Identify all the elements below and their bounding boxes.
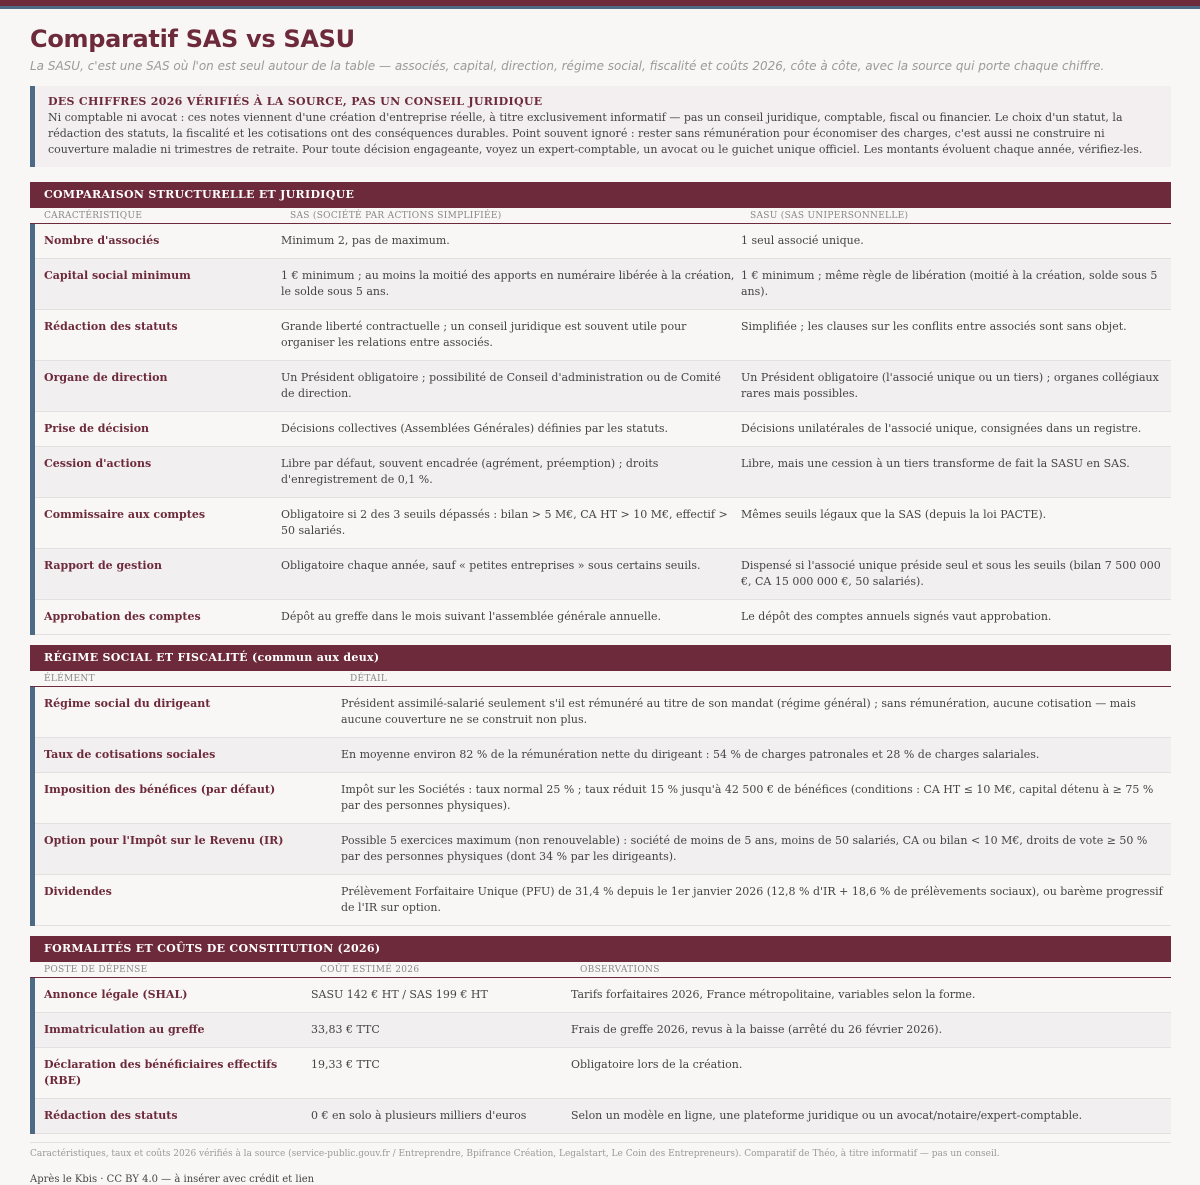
structure-section-title: COMPARAISON STRUCTURELLE ET JURIDIQUE (30, 182, 1171, 208)
table-cell: 1 seul associé unique. (741, 234, 864, 247)
table-cell: Dispensé si l'associé unique préside seul et sous les seuils (bilan 7 500 000 €, CA 15 000 000 €, 50 salariés). (741, 559, 1161, 588)
table-row (35, 978, 1171, 1013)
column-header-characteristic: CARACTÉRISTIQUE (44, 211, 143, 221)
table-cell: 19,33 € TTC (311, 1058, 380, 1071)
table-cell: Tarifs forfaitaires 2026, France métropolitaine, variables selon la forme. (571, 988, 976, 1001)
table-row (35, 549, 1171, 600)
column-header-cost: COÛT ESTIMÉ 2026 (320, 965, 420, 975)
table-cell: Rapport de gestion (44, 559, 162, 572)
table-cell: Possible 5 exercices maximum (non renouvelable) : société de moins de 5 ans, moins de 50 salariés, CA ou bilan < 10 M€, droits de vote ≥ 50 % par des personnes physiques (dont 34 % par les dirigeants). (341, 834, 1148, 863)
table-cell: Impôt sur les Sociétés : taux normal 25 % ; taux réduit 15 % jusqu'à 42 500 € de bénéfices (conditions : CA HT ≤ 10 M€, capital détenu à ≥ 75 % par des personnes physiques). (341, 783, 1154, 812)
column-header-expense: POSTE DE DÉPENSE (44, 965, 148, 975)
table-row (35, 259, 1171, 310)
table-cell: En moyenne environ 82 % de la rémunération nette du dirigeant : 54 % de charges patronales et 28 % de charges salariales. (341, 748, 1040, 761)
table-row (35, 412, 1171, 447)
column-header-detail: DÉTAIL (350, 674, 388, 684)
costs-column-headers (30, 962, 1171, 978)
table-cell: Rédaction des statuts (44, 1109, 178, 1122)
table-row (35, 773, 1171, 824)
column-header-sasu: SASU (SAS UNIPERSONNELLE) (750, 211, 909, 221)
top-accent-bar-secondary (0, 6, 1200, 9)
disclaimer-text: Ni comptable ni avocat : ces notes viennent d'une création d'entreprise réelle, à titre exclusivement informatif — pas un conseil juridique, comptable, fiscal ou financier. Le choix d'un statut, la rédaction des statuts, la fiscalité et les cotisations ont des conséquences durables. Point souvent ignoré : rester sans rémunération pour économiser des charges, c'est aussi ne construire ni couverture maladie ni trimestres de retraite. Pour toute décision engageante, voyez un expert-comptable, un avocat ou le guichet unique officiel. Les montants évoluent chaque année, vérifiez-les. (48, 111, 1143, 156)
costs-section (30, 936, 1171, 1134)
table-cell: 33,83 € TTC (311, 1023, 380, 1036)
table-cell: Approbation des comptes (44, 610, 201, 623)
table-row (35, 224, 1171, 259)
table-row (35, 498, 1171, 549)
table-cell: Option pour l'Impôt sur le Revenu (IR) (44, 834, 284, 847)
table-cell: Organe de direction (44, 371, 168, 384)
table-cell: Imposition des bénéfices (par défaut) (44, 783, 276, 796)
table-row (35, 310, 1171, 361)
table-row (35, 1013, 1171, 1048)
table-cell: Obligatoire chaque année, sauf « petites entreprises » sous certains seuils. (281, 559, 701, 572)
costs-section-title: FORMALITÉS ET COÛTS DE CONSTITUTION (2026) (30, 936, 1171, 962)
table-cell: Mêmes seuils légaux que la SAS (depuis la loi PACTE). (741, 508, 1047, 521)
table-cell: Un Président obligatoire (l'associé unique ou un tiers) ; organes collégiaux rares mais possibles. (741, 371, 1159, 400)
table-cell: Décisions collectives (Assemblées Générales) définies par les statuts. (281, 422, 669, 435)
table-cell: Dividendes (44, 885, 112, 898)
table-cell: Cession d'actions (44, 457, 152, 470)
table-cell: Selon un modèle en ligne, une plateforme juridique ou un avocat/notaire/expert-comptable. (571, 1109, 1083, 1122)
table-cell: Obligatoire si 2 des 3 seuils dépassés : bilan > 5 M€, CA HT > 10 M€, effectif > 50 salariés. (281, 508, 728, 537)
table-cell: Président assimilé-salarié seulement s'il est rémunéré au titre de son mandat (régime général) ; sans rémunération, aucune cotisation — mais aucune couverture ne se construit non plus. (341, 697, 1136, 726)
table-cell: Annonce légale (SHAL) (44, 988, 188, 1001)
table-row (35, 687, 1171, 738)
table-cell: Nombre d'associés (44, 234, 160, 247)
page-title: Comparatif SAS vs SASU (30, 25, 355, 53)
table-cell: Simplifiée ; les clauses sur les conflits entre associés sont sans objet. (741, 320, 1127, 333)
social-column-headers (30, 671, 1171, 687)
structure-column-headers (30, 208, 1171, 224)
table-cell: 1 € minimum ; au moins la moitié des apports en numéraire libérée à la création, le solde sous 5 ans. (281, 269, 735, 298)
costs-rows (30, 978, 1171, 1134)
credit-line: Après le Kbis · CC BY 4.0 — à insérer avec crédit et lien (30, 1174, 315, 1185)
social-section (30, 645, 1171, 926)
table-cell: Minimum 2, pas de maximum. (281, 234, 450, 247)
table-cell: 1 € minimum ; même règle de libération (moitié à la création, solde sous 5 ans). (741, 269, 1158, 298)
table-row (35, 824, 1171, 875)
social-rows (30, 687, 1171, 926)
page-content (0, 25, 1200, 1185)
social-section-title: RÉGIME SOCIAL ET FISCALITÉ (commun aux deux) (30, 645, 1171, 671)
table-cell: Immatriculation au greffe (44, 1023, 205, 1036)
structure-section (30, 182, 1171, 635)
table-row (35, 1048, 1171, 1099)
table-cell: Déclaration des bénéficiaires effectifs (RBE) (44, 1058, 278, 1087)
page-subtitle: La SASU, c'est une SAS où l'on est seul autour de la table — associés, capital, direction, régime social, fiscalité et coûts 2026, côte à côte, avec la source qui porte chaque chiffre. (30, 59, 1105, 73)
table-cell: Frais de greffe 2026, revus à la baisse (arrêté du 26 février 2026). (571, 1023, 943, 1036)
column-header-observations: OBSERVATIONS (580, 965, 660, 975)
table-cell: Régime social du dirigeant (44, 697, 211, 710)
table-cell: 0 € en solo à plusieurs milliers d'euros (311, 1109, 527, 1122)
table-cell: Obligatoire lors de la création. (571, 1058, 743, 1071)
disclaimer-title: DES CHIFFRES 2026 VÉRIFIÉS À LA SOURCE, PAS UN CONSEIL JURIDIQUE (48, 95, 543, 108)
table-cell: Le dépôt des comptes annuels signés vaut approbation. (741, 610, 1052, 623)
table-cell: Prise de décision (44, 422, 150, 435)
table-row (35, 447, 1171, 498)
table-cell: Rédaction des statuts (44, 320, 178, 333)
table-cell: Décisions unilatérales de l'associé unique, consignées dans un registre. (741, 422, 1142, 435)
table-row (35, 875, 1171, 926)
table-cell: Commissaire aux comptes (44, 508, 206, 521)
table-cell: Un Président obligatoire ; possibilité de Conseil d'administration ou de Comité de direction. (281, 371, 721, 400)
column-header-element: ÉLÉMENT (44, 674, 95, 684)
table-cell: Prélèvement Forfaitaire Unique (PFU) de 31,4 % depuis le 1er janvier 2026 (12,8 % d'IR + 18,6 % de prélèvements sociaux), ou barème progressif de l'IR sur option. (341, 885, 1163, 914)
table-cell: Libre, mais une cession à un tiers transforme de fait la SASU en SAS. (741, 457, 1130, 470)
table-row (35, 1099, 1171, 1134)
table-cell: SASU 142 € HT / SAS 199 € HT (311, 988, 488, 1001)
table-row (35, 600, 1171, 635)
column-header-sas: SAS (SOCIÉTÉ PAR ACTIONS SIMPLIFIÉE) (290, 211, 502, 221)
table-row (35, 361, 1171, 412)
table-cell: Taux de cotisations sociales (44, 748, 216, 761)
disclaimer-notice (30, 86, 1171, 167)
table-cell: Capital social minimum (44, 269, 191, 282)
table-cell: Grande liberté contractuelle ; un conseil juridique est souvent utile pour organiser les relations entre associés. (281, 320, 687, 349)
table-cell: Dépôt au greffe dans le mois suivant l'assemblée générale annuelle. (281, 610, 662, 623)
table-cell: Libre par défaut, souvent encadrée (agrément, préemption) ; droits d'enregistrement de 0,1 %. (281, 457, 659, 486)
structure-rows (30, 224, 1171, 635)
table-row (35, 738, 1171, 773)
sources-note: Caractéristiques, taux et coûts 2026 vérifiés à la source (service-public.gouv.fr / Entreprendre, Bpifrance Création, Legalstart, Le Coin des Entrepreneurs). Comparatif de Théo, à titre informatif — pas un conseil. (30, 1142, 1171, 1159)
